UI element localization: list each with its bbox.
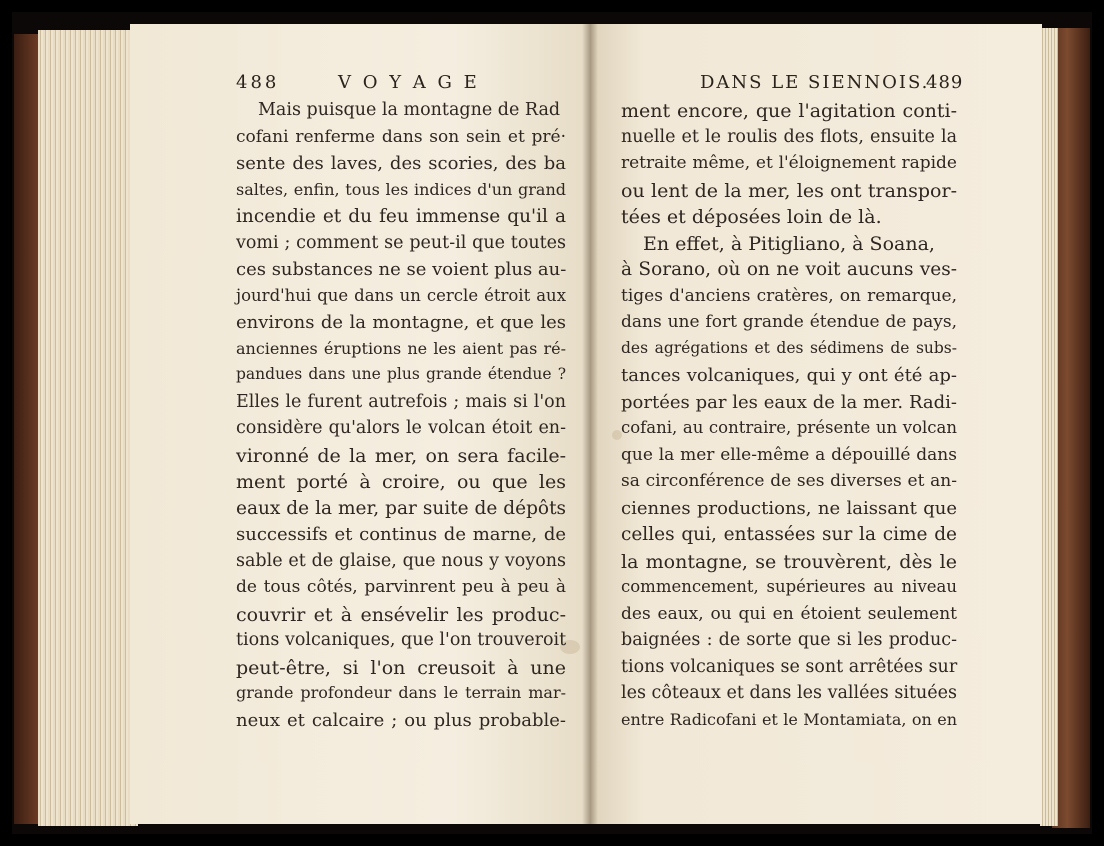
right-page-number: 489: [926, 72, 964, 93]
text-line: En effet, à Pitigliano, à Soana,: [643, 232, 935, 255]
text-line: des agrégations et des sédimens de subs-: [621, 338, 957, 357]
text-line: vironné de la mer, on sera facile-: [236, 444, 566, 467]
text-line: peut-être, si l'on creusoit à une: [236, 656, 566, 679]
left-running-head: V O Y A G E: [338, 72, 480, 93]
text-line: grande profondeur dans le terrain mar-: [236, 683, 566, 702]
right-running-head: DANS LE SIENNOIS.: [700, 72, 930, 93]
text-line: nuelle et le roulis des flots, ensuite la: [621, 126, 957, 147]
text-line: environs de la montagne, et que les: [236, 312, 566, 333]
text-line: neux et calcaire ; ou plus probable-: [236, 709, 566, 731]
text-line: commencement, supérieures au niveau: [621, 577, 957, 596]
text-line: sable et de glaise, que nous y voyons: [236, 550, 566, 571]
text-line: portées par les eaux de la mer. Radi-: [621, 391, 957, 413]
text-line: celles qui, entassées sur la cime de: [621, 524, 957, 545]
text-line: anciennes éruptions ne les aient pas ré-: [236, 338, 566, 358]
text-line: incendie et du feu immense qu'il a: [236, 206, 566, 227]
text-line: Elles le furent autrefois ; mais si l'on: [236, 391, 566, 412]
book-gutter: [582, 24, 598, 824]
text-line: que la mer elle-même a dépouillé dans: [621, 444, 957, 465]
text-line: des eaux, ou qui en étoient seulement: [621, 603, 957, 624]
text-line: à Sorano, où on ne voit aucuns ves-: [621, 259, 957, 280]
text-line: la montagne, se trouvèrent, dès le: [621, 550, 957, 573]
text-line: tions volcaniques, que l'on trouveroit: [236, 630, 567, 650]
text-line: vomi ; comment se peut-il que toutes: [236, 232, 566, 253]
text-line: cofani, au contraire, présente un volcan: [621, 418, 957, 437]
text-line: successifs et continus de marne, de: [236, 524, 566, 545]
text-line: sa circonférence de ses diverses et an-: [621, 471, 957, 491]
text-line: dans une fort grande étendue de pays,: [621, 312, 957, 332]
text-line: eaux de la mer, par suite de dépôts: [236, 497, 566, 519]
text-line: de tous côtés, parvinrent peu à peu à: [236, 577, 566, 597]
text-line: saltes, enfin, tous les indices d'un grand: [236, 179, 566, 199]
text-line: les côteaux et dans les vallées situées: [621, 683, 957, 703]
text-line: Mais puisque la montagne de Rad: [258, 100, 561, 120]
page-edges-right: [1040, 28, 1058, 826]
text-line: tées et déposées loin de là.: [621, 206, 882, 228]
text-line: pandues dans une plus grande étendue ?: [236, 365, 566, 383]
text-line: couvrir et à ensévelir les produc-: [236, 603, 566, 626]
left-page-number: 488: [236, 72, 280, 93]
text-line: baignées : de sorte que si les produc-: [621, 630, 957, 650]
text-line: ciennes productions, ne laissant que: [621, 497, 957, 519]
text-line: jourd'hui que dans un cercle étroit aux: [236, 285, 566, 305]
text-line: sente des laves, des scories, des ba: [236, 153, 566, 174]
text-line: retraite même, et l'éloignement rapide: [621, 153, 957, 173]
text-line: considère qu'alors le volcan étoit en-: [236, 418, 566, 438]
text-line: ces substances ne se voient plus au-: [236, 259, 567, 280]
text-line: tiges d'anciens cratères, on remarque,: [621, 285, 957, 306]
text-line: entre Radicofani et le Montamiata, on en: [621, 709, 957, 729]
text-line: tions volcaniques se sont arrêtées sur: [621, 656, 958, 677]
text-line: ment encore, que l'agitation conti-: [621, 100, 957, 122]
text-line: cofani renferme dans son sein et pré·: [236, 126, 566, 147]
text-line: tances volcaniques, qui y ont été ap-: [621, 365, 957, 386]
text-line: ou lent de la mer, les ont transpor-: [621, 179, 957, 202]
page-edges-left: [38, 30, 138, 826]
text-line: ment porté à croire, ou que les: [236, 471, 566, 493]
